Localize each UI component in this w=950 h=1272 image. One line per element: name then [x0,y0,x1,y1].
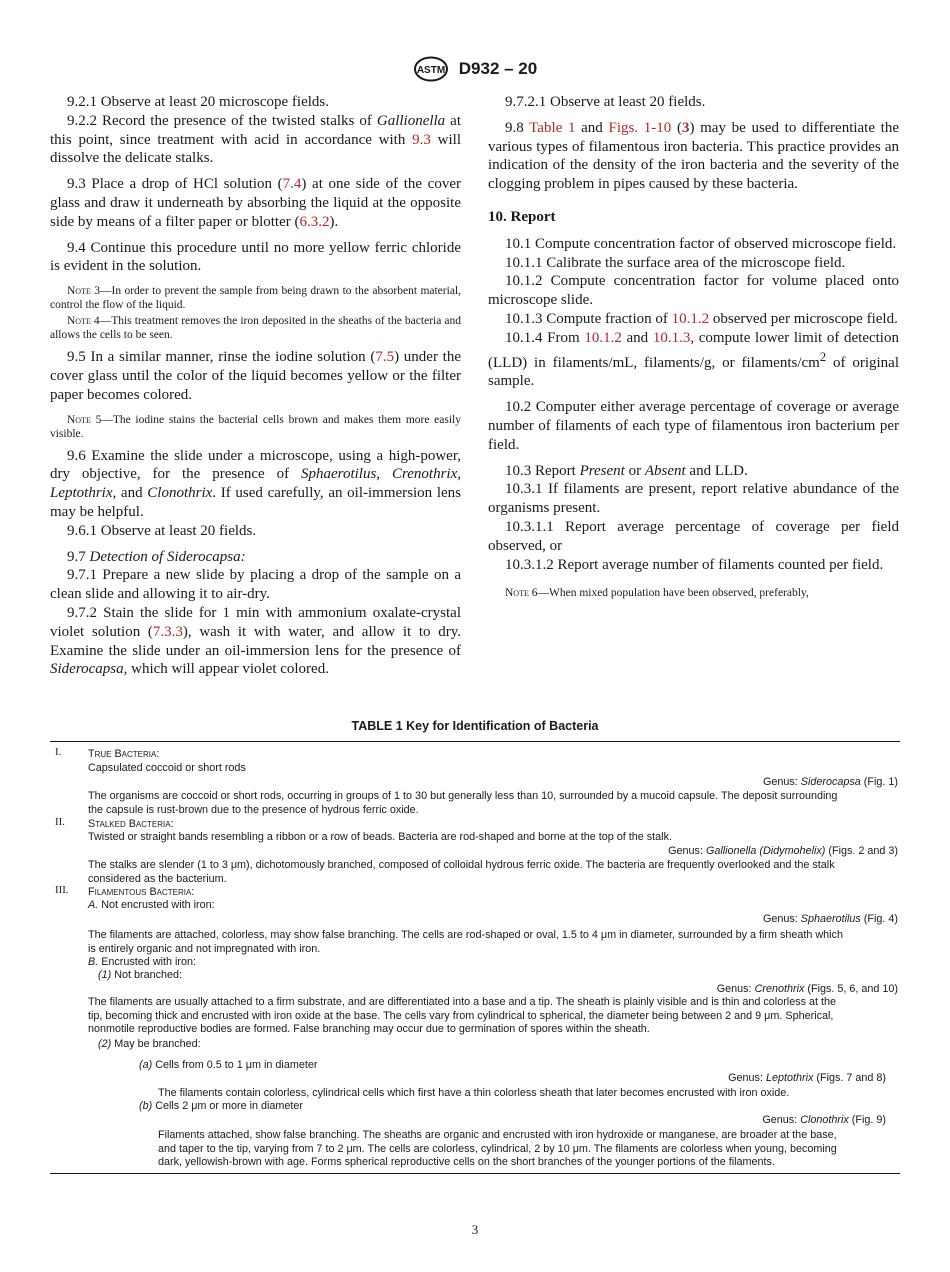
ref-link[interactable]: 6.3.2 [299,213,330,230]
roman-numeral: I. [55,746,62,758]
astm-logo-icon [413,56,449,82]
para-10-3: 10.3 Report Present or Absent and LLD. [505,462,748,479]
para-9-6-1: 9.6.1 Observe at least 20 fields. [67,522,257,539]
para-9-7-1: 9.7.1 Prepare a new slide by placing a drop of the sample on a clean slide and allowing it to air-dry. [50,567,461,603]
para-9-2-1: 9.2.1 Observe at least 20 microscope fields. [67,94,330,110]
para-10-1-4: 10.1.4 From 10.1.2 and 10.1.3, compute lower limit of detection (LLD) in filaments/mL, filaments/g, or filaments/$cm^2$ of original sample. [488,329,900,390]
genus-label: Genus: Siderocapsa (Fig. 1) [762,776,898,788]
section-heading: 10. Report [488,208,556,225]
genus-description: The stalks are slender (1 to 3 μm), dichotomously branched, composed of colloidal hydrous ferric oxide. The bacteria are frequently overlooked and the stalk considered as the bacterium. [88,859,835,885]
para-9-5: 9.5 In a similar manner, rinse the iodine solution (7.5) under the cover glass until the color of the liquid becomes yellow or the filter paper becomes colored. [50,349,461,403]
svg-text:ASTM: ASTM [416,65,445,76]
ref-link[interactable]: 3 [681,119,690,136]
ref-link[interactable]: Figs. 1-10 [608,119,672,136]
para-10-3-1-1: 10.3.1.1 Report average percentage of coverage per field observed, or [488,518,899,554]
para-9-3: 9.3 Place a drop of HCl solution (7.4) at one side of the cover glass and draw it underneath by absorbing the liquid at the opposite side by means of a filter paper or blotter (6.3.2). [50,176,461,230]
para-10-1-3: 10.1.3 Compute fraction of 10.1.2 observed per microscope field. [505,310,898,327]
subgroup-label: (1) Not branched: [98,969,183,981]
group-heading: Filamentous Bacteria: [88,886,195,898]
ref-link[interactable]: Table 1 [529,119,576,136]
roman-numeral: II. [55,816,65,828]
table-bottom-rule [50,1173,900,1174]
para-9-8: 9.8 Table 1 and Figs. 1-10 (3) may be used to differentiate the various types of filamentous iron bacteria. This practice provides an indication of the density of the iron bacteria and the severity of the clogging problem in pipes caused by these bacteria. [488,119,900,193]
genus-description: The organisms are coccoid or short rods, occurring in groups of 1 to 30 but generally less than 10, surrounded by a mucoid capsule. The deposit surrounding the capsule is rust-brown due to the presence of hydrous ferric oxide. [88,790,838,816]
document-designation: D932 – 20 [458,59,538,78]
ref-link[interactable]: 10.1.2 [671,310,710,327]
right-column [488,93,899,600]
genus-label: Genus: Gallionella (Didymohelix) (Figs. 2 and 3) [668,845,898,857]
left-column [50,93,461,679]
subgroup-label: B. Encrusted with iron: [88,956,197,968]
ref-link[interactable]: 7.5 [375,349,395,366]
genus-label: Genus: Clonothrix (Fig. 9) [762,1114,886,1126]
ref-link[interactable]: 10.1.2 [584,329,622,346]
ref-link[interactable]: 7.4 [282,176,302,193]
genus-label: Genus: Leptothrix (Figs. 7 and 8) [728,1072,886,1084]
para-9-7-2-1: 9.7.2.1 Observe at least 20 fields. [505,94,706,110]
note-5: Note 5—The iodine stains the bacterial cells brown and makes them more easily visible. [50,413,462,440]
para-9-6: 9.6 Examine the slide under a microscope, using a high-power, dry objective, for the presence of Sphaerotilus, Crenothrix, Leptothrix, and Clonothrix. If used carefully, an oil-immersion lens may be helpful. [50,447,461,520]
genus-description: The filaments are usually attached to a firm substrate, and are differentiated into a base and a tip. The sheath is plainly visible and is thin and colorless at the tip, becoming thick and encrusted with iron oxide at the base. The cells vary from cylindrical to spherical, the diameter being between 2 and 9 μm. Spherical, nonmotile reproductive bodies are formed. False branching may occur due to germination of spores within the sheath. [88,996,837,1035]
note-3: Note 3—In order to prevent the sample from being drawn to the absorbent material, control the flow of the liquid. [50,285,461,312]
genus-description: Filaments attached, show false branching. The sheaths are organic and encrusted with iron hydroxide or manganese, are broader at the base, and taper to the tip, varying from 7 to 2 μm. The cells are colorless, cylindrical, 2 by 10 μm. The filaments are colorless when young, becoming dark, yellowish-brown with age. Forms spherical reproductive cells on the short branches of the younger portions of the filaments. [158,1129,837,1168]
para-10-3-1: 10.3.1 If filaments are present, report relative abundance of the organisms present. [488,481,899,517]
genus-description: The filaments are attached, colorless, may show false branching. The cells are rod-shaped or oval, 1.5 to 4 μm in diameter, surrounded by a firm sheath which is entirely organic and not impregnated with iron. [88,929,843,955]
table-top-rule [50,741,900,742]
subgroup-label: A. Not encrusted with iron: [88,899,215,911]
group-heading: True Bacteria: [88,748,160,760]
genus-description: The filaments contain colorless, cylindrical cells which first have a thin colorless sheath that later becomes encrusted with iron oxide. [158,1087,790,1099]
note-6: Note 6—When mixed population have been observed, preferably, [505,587,809,600]
para-10-2: 10.2 Computer either average percentage of coverage or average number of filaments of each type of filamentous iron bacterium per field. [488,399,899,453]
para-10-1-2: 10.1.2 Compute concentration factor for volume placed onto microscope slide. [488,273,899,309]
ref-link[interactable]: 10.1.3 [652,329,691,346]
para-9-2-2: 9.2.2 Record the presence of the twisted stalks of Gallionella at this point, since treatment with acid in accordance with 9.3 will dissolve the delicate stalks. [50,112,462,167]
ref-link[interactable]: 7.3.3 [152,623,183,640]
genus-label: Genus: Sphaerotilus (Fig. 4) [762,913,898,925]
note-4: Note 4—This treatment removes the iron deposited in the sheaths of the bacteria and allows the cells to be seen. [50,315,461,342]
table-title: TABLE 1 Key for Identification of Bacteria [351,719,599,733]
group-subheading: Capsulated coccoid or short rods [88,762,246,774]
subgroup-label: (b) Cells 2 μm or more in diameter [139,1100,304,1112]
ref-link[interactable]: 9.3 [412,131,431,148]
genus-label: Genus: Crenothrix (Figs. 5, 6, and 10) [716,983,898,995]
subgroup-label: (2) May be branched: [98,1038,201,1050]
para-9-4: 9.4 Continue this procedure until no more yellow ferric chloride is evident in the solution. [50,239,461,275]
para-10-3-1-2: 10.3.1.2 Report average number of filaments counted per field. [505,556,884,573]
para-10-1: 10.1 Compute concentration factor of observed microscope field. [505,235,897,252]
para-9-7: 9.7 Detection of Siderocapsa: [67,548,246,565]
roman-numeral: III. [55,884,69,896]
subgroup-label: (a) Cells from 0.5 to 1 μm in diameter [139,1059,318,1071]
para-10-1-1: 10.1.1 Calibrate the surface area of the microscope field. [505,254,846,271]
group-heading: Stalked Bacteria: [88,818,174,830]
page-header [0,56,950,82]
group-subheading: Twisted or straight bands resembling a ribbon or a row of beads. Bacteria are rod-shaped and borne at the top of the stalk. [88,831,672,843]
para-9-7-2: 9.7.2 Stain the slide for 1 min with ammonium oxalate-crystal violet solution (7.3.3), wash it with water, and allow it to dry. Examine the slide under an oil-immersion lens for the presence of Siderocapsa, which will appear violet colored. [50,604,462,678]
page-number: 3 [471,1222,479,1237]
